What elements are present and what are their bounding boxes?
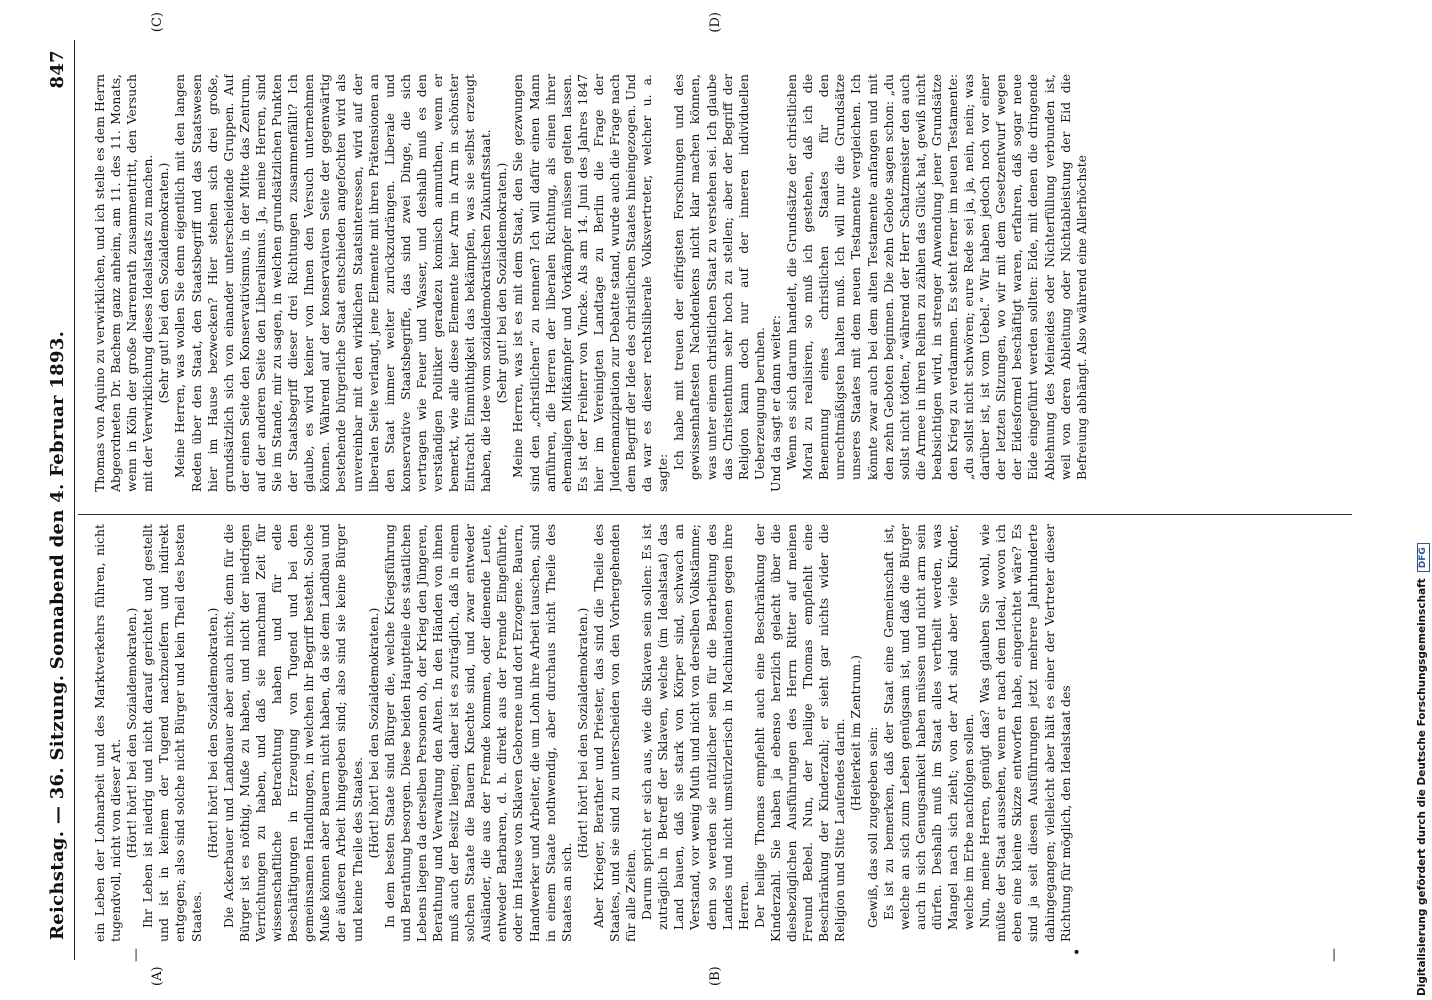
margin-marker-b: (B) — [708, 966, 723, 986]
interjection: (Sehr gut! bei den Sozialdemokraten.) — [156, 162, 172, 404]
header-session: Reichstag. — 36. Sitzung. — [47, 674, 68, 940]
margin-marker-a: (A) — [150, 966, 165, 986]
interjection: (Sehr gut! bei den Sozialdemokraten.) — [494, 162, 510, 404]
header-date: Sonnabend den 4. Februar 1893. — [47, 330, 68, 670]
margin-dash: — — [1326, 948, 1342, 962]
paragraph: Der heilige Thomas empfiehlt auch eine Beschränkung der Kinderzahl. Sie haben ja ebenso herzlich gelacht über die diesbezüglichen Ausführungen des Herrn Ritter auf meinen Freund Bebel. Nun, der heilige Thomas empfiehlt eine Beschränkung der Kinderzahl; er sieht gar nichts wider die Religion und Sitte Laufendes darin. — [751, 524, 848, 942]
paragraph: In dem besten Staate sind Bürger die, welche Kriegsführung und Berathung besorgen. Diese beiden Hauptteile des staatlichen Lebens liegen da derselben Personen ob, der Krieg den Jüngeren, Berathung und Verwaltung den Alten. In den Händen von ihnen muß auch der Besitz liegen; daher ist es zuträglich, daß in einem solchen Staate die Bauern Knechte sind, und zwar entweder Ausländer, die aus der Fremde kommen, oder dienende Leute, entweder Barbaren, d. h. direkt aus der Fremde Eingeführte, oder im Hause von Sklaven Geborene und dort Erzogene. Bauern, Handwerker und Arbeiter, die um Lohn ihre Arbeit tauschen, sind in einem Staate nothwendig, aber durchaus nicht Theile des Staates an sich. — [381, 524, 574, 942]
interjection: (Hört! hört! bei den Sozialdemokraten.) — [574, 607, 590, 859]
interjection: (Heiterkeit im Zentrum.) — [848, 655, 864, 811]
interjection: (Hört! hört! bei den Sozialdemokraten.) — [365, 607, 381, 859]
dfg-logo-icon: DFG — [1417, 543, 1430, 572]
page-number: 847 — [47, 50, 68, 89]
interjection: (Hört! hört! bei den Sozialdemokraten.) — [124, 607, 140, 859]
text-column-left — [92, 524, 1312, 942]
quotation: Wenn es sich darum handelt, die Grundsätze der christlichen Moral zu realisiren, so muß ich gestehen, daß ich die Benennung eines christlichen Staates für den unrechtmäßigsten halten muß. Ich will nur die Grundsätze unseres Staates mit dem neuen Testamente vergleichen. Ich könnte zwar auch bei dem alten Testamente anfangen und mit den zehn Geboten beginnen. Die zehn Gebote sagen schon: „du sollst nicht tödten,“ während der Herr Schatzmeister den auch die Armee in ihren Reihen zu zählen das Glück hat, gewiß nicht beabsichtigen wird, in strenger Anwendung jener Grundsätze den Krieg zu verdammen. Es steht ferner im neuen Testamente: „du sollst nicht schwören; eure Rede sei ja, ja, nein, nein; was darüber ist, ist vom Uebel.“ Wir haben jedoch noch vor einer der letzten Sitzungen, wo wir mit dem Gesetzentwurf wegen der Eidesformel beschäftigt waren, erfahren, daß sogar neue Eide eingeführt werden sollten: Eide, mit denen die dringende Ablehnung des Meineides oder Nichterfüllung verbunden ist, weil von deren Ableitung oder Nichtableistung der Eid die Befreiung abhängt. Also während eine Allerhöchste — [784, 74, 1089, 480]
margin-dot: • — [1070, 947, 1086, 956]
interjection: (Hört! hört! bei den Sozialdemokraten.) — [204, 607, 220, 859]
margin-marker-d: (D) — [708, 12, 723, 33]
paragraph: Und da sagt er dann weiter: — [767, 315, 783, 492]
margin-dash: — — [128, 948, 144, 962]
paragraph: Meine Herren, was ist es mit dem Staat, den Sie gezwungen sind den „christlichen“ zu nennen? Ich will dafür einen Mann anführen, die Herren der liberalen Richtung, als einen ihrer ehemaligen Mitkämpfer und Vorkämpfer müssen gelten lassen. Es ist der Freiherr von Vincke. Als am 14. Juni des Jahres 1847 hier im Vereinigten Landtage zu Berlin die Frage der Judenemanzipation zur Debatte stand, wurde auch die Frage nach dem Begriff der Idee des christlichen Staates hineingezogen. Und da war es dieser rechtsliberale Volksvertreter, welcher u. a. sagte: — [510, 74, 671, 492]
paragraph: Aber Krieger, Berather und Priester, das sind die Theile des Staates, und sie sind zu unterscheiden von den Vorhergehenden für alle Zeiten. — [590, 524, 639, 942]
quotation: Darum spricht er sich aus, wie die Sklaven sein sollen: Es ist zuträglich in Betreff der Sklaven, welche (im Idealstaat) das Land bauen, daß sie stark von Körper sind, schwach an Verstand, vor wenig Muth und nicht von derselben Volkstämme; denn so werden sie nützlicher sein für die Bearbeitung des Landes und nicht umstürzlerisch in Machinationen gegen ihre Herren. — [639, 524, 751, 930]
paragraph: Ihr Leben ist niedrig und nicht darauf gerichtet und gestellt und ist in keinem der Tugend nachzueifern und indirekt entgegen; also sind solche nicht Bürger und kein Theil des besten Staates. — [140, 524, 204, 942]
paragraph: ein Leben der Lohnarbeit und des Marktverkehrs führen, nicht tugendvoll, nicht von dieser Art. — [92, 524, 124, 942]
text-column-right — [92, 74, 1304, 492]
paragraph: Nun, meine Herren, genügt das? Was glauben Sie wohl, wie müßte der Staat aussehen, wenn er nach dem Ideal, wovon ich eben eine kleine Skizze entworfen habe, eingerichtet wäre? Es sind ja seit diesen Ausführungen jetzt mehrere Jahrhunderte dahingegangen; vielleicht aber hält es einer der Vertreter dieser Richtung für möglich, den Idealstaat des — [977, 524, 1073, 942]
paragraph: Thomas von Aquino zu verwirklichen, und ich stelle es dem Herrn Abgeordneten Dr. Bachem ganz anheim, am 11. des 11. Monats, wenn in Köln der große Narrenrath zusammentritt, den Versuch mit der Verwirklichung dieses Idealstaats zu machen. — [92, 74, 156, 492]
paragraph: Meine Herren, was wollen Sie denn eigentlich mit den langen Reden über den Staat, den Staatsbegriff und das Staatswesen hier im Hause bezwecken? Hier stehen sich drei große, grundsätzlich sich von einander unterscheidende Gruppen. Auf der einen Seite den Konservativismus, in der Mitte das Zentrum, auf der anderen Seite den Liberalismus. Ja, meine Herren, sind Sie im Stande, mir zu sagen, in welchen grundsätzlichen Punkten der Staatsbegriff dieser drei Richtungen zusammenfällt? Ich glaube, es wird keiner von Ihnen den Versuch unternehmen können. Während auf der konservativen Seite der gegenwärtig bestehende bürgerliche Staat entschieden angefochten wird als unvereinbar mit den wirklichen Staatsinteressen, wird auf der liberalen Seite verlangt, jene Elemente mit ihren Prätensionen an den Staat immer weiter zurückzudrängen. Liberale und konservative Staatsbegriffe, das sind zwei Dinge, die sich vertragen wie Feuer und Wasser, und deshalb muß es den verständigen Politiker geradezu komisch anmuthen, wenn er bemerkt, wie alle diese Elemente hier Arm in Arm in schönster Eintracht Einmüthigkeit das bekämpfen, was sie selbst erzeugt haben, die Idee vom sozialdemokratischen Zukunftsstaat. — [172, 74, 494, 492]
page-header — [40, 40, 75, 960]
credit-text: Digitalisierung gefördert durch die Deutsche Forschungsgemeinschaft — [1416, 578, 1428, 996]
quotation: Ich habe mit treuen der eifrigsten Forschungen und des gewissenhaftesten Nachdenkens nicht klar machen können, was unter einem christlichen Staat zu verstehen sei. Ich glaube das Christenthum sehr hoch zu stellen; aber der Begriff der Religion kann doch nur auf der inneren individuellen Ueberzeugung beruhen. — [671, 74, 767, 480]
paragraph: Die Ackerbauer und Landbauer aber auch nicht; denn für die Bürger ist es nöthig, Muße zu haben, und nicht der niedrigen Verrichtungen zu haben, und daß sie manchmal Zeit für wissenschaftliche Betrachtung haben und für edle Beschäftigungen in Erzeugung von Tugend und bei den gemeinsamen Handlungen, in welchen ihr Begriff besteht. Solche Muße können aber Bauern nicht haben, da sie dem Landbau und der äußeren Arbeit hingegeben sind; also sind sie keine Bürger und keine Theile des Staates. — [220, 524, 365, 942]
quotation: Es ist zu bemerken, daß der Staat eine Gemeinschaft ist, welche an sich zum Leben genügsam ist, und daß die Bürger auch in sich Genugsamkeit haben müssen und nicht arm sein dürfen. Deshalb muß im Staat alles vertheilt werden, was Mangel nach sich zieht; von der Art sind aber viele Kinder, welche im Erbe nachfolgen sollen. — [880, 524, 977, 930]
margin-marker-c: (C) — [150, 12, 165, 33]
digitization-credit — [1416, 16, 1430, 996]
column-divider — [78, 514, 1352, 515]
paragraph: Gewiß, das soll zugegeben sein: — [864, 726, 880, 928]
